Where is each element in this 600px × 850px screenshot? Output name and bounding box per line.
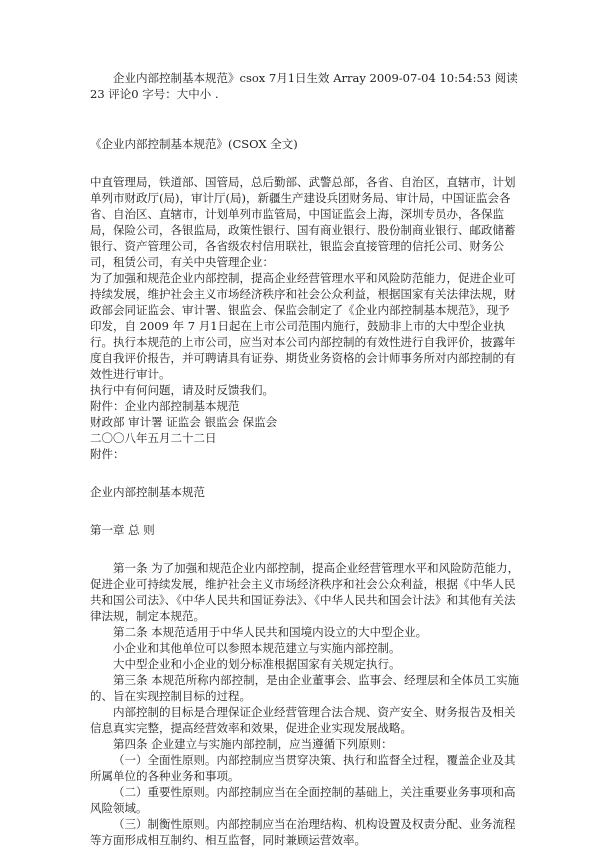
article-1: 第一条 为了加强和规范企业内部控制，提高企业经营管理水平和风险防范能力，促进企业可持续发展，维护社会主义市场经济秩序和社会公众利益，根据《中华人民共和国公司法》、《中华人民共和国证券法》、《中华人民共和国会计法》和其他有关法律法规，制定本规范。 [90,561,520,623]
notice-body: 为了加强和规范企业内部控制，提高企业经营管理水平和风险防范能力，促进企业可持续发展，维护社会主义市场经济秩序和社会公众利益，根据国家有关法律法规，财政部会同证监会、审计署、银监会、保监会制定了《企业内部控制基本规范》，现予印发，自 2009 年 7 月1日起在上市公司范围内施行，鼓励非上市的大中型企业执行。执行本规范的上市公司，应当对本公司内部控制的有效性进行自我评价，披露年度自我评价报告，并可聘请具有证券、期货业务资格的会计师事务所对内部控制的有效性进行审计。 [90,271,516,381]
article-4: 第四条 企业建立与实施内部控制，应当遵循下列原则： [113,737,393,751]
notice-date: 二〇〇八年五月二十二日 [90,431,217,445]
article-2-paragraph-2: 小企业和其他单位可以参照本规范建立与实施内部控制。 [113,641,401,655]
notice-attachment: 附件：企业内部控制基本规范 [90,399,240,413]
notice-recipients: 中直管理局，铁道部、国管局，总后勤部、武警总部，各省、自治区，直辖市，计划单列市财政厅(局)，审计厅(局)，新疆生产建设兵团财务局、审计局，中国证监会各省、自治区、直辖市，计划单列市监管局，中国证监会上海，深圳专员办，各保监局，保险公司，各银监局，政策性银行、国有商业银行、股份制商业银行、邮政储蓄银行、资产管理公司，各省级农村信用联社，银监会直接管理的信托公司、财务公司，租赁公司，有关中央管理企业： [90,175,516,269]
notice-issuers: 财政部 审计署 证监会 银监会 保监会 [90,415,278,429]
article-2-paragraph-3: 大中型企业和小企业的划分标准根据国家有关规定执行。 [113,657,401,671]
article-2: 第二条 本规范适用于中华人民共和国境内设立的大中型企业。 [113,625,428,639]
article-4-principle-1: （一）全面性原则。内部控制应当贯穿决策、执行和监督全过程，覆盖企业及其所属单位的各种业务和事项。 [90,753,516,783]
article-3: 第三条 本规范所称内部控制，是由企业董事会、监事会、经理层和全体员工实施的、旨在实现控制目标的过程。 [90,673,520,703]
document-page [90,70,520,848]
chapter-heading: 第一章 总 则 [90,523,155,537]
regulation-title: 企业内部控制基本规范 [90,485,205,499]
article-4-principle-3: （三）制衡性原则。内部控制应当在治理结构、机构设置及权责分配、业务流程等方面形成相互制约、相互监督，同时兼顾运营效率。 [90,817,516,847]
article-3-paragraph-2: 内部控制的目标是合理保证企业经营管理合法合规、资产安全、财务报告及相关信息真实完整，提高经营效率和效果，促进企业实现发展战略。 [90,705,516,735]
article-4-principle-2: （二）重要性原则。内部控制应当在全面控制的基础上，关注重要业务事项和高风险领域。 [90,785,516,815]
notice-feedback: 执行中有何问题，请及时反馈我们。 [90,383,274,397]
document-heading: 《企业内部控制基本规范》(CSOX 全文) [90,137,298,151]
notice-attachment-label: 附件： [90,447,125,461]
meta-line: 企业内部控制基本规范》csox 7月1日生效 Array 2009-07-04 10:54:53 阅读23 评论0 字号：大中小 . [90,71,518,101]
